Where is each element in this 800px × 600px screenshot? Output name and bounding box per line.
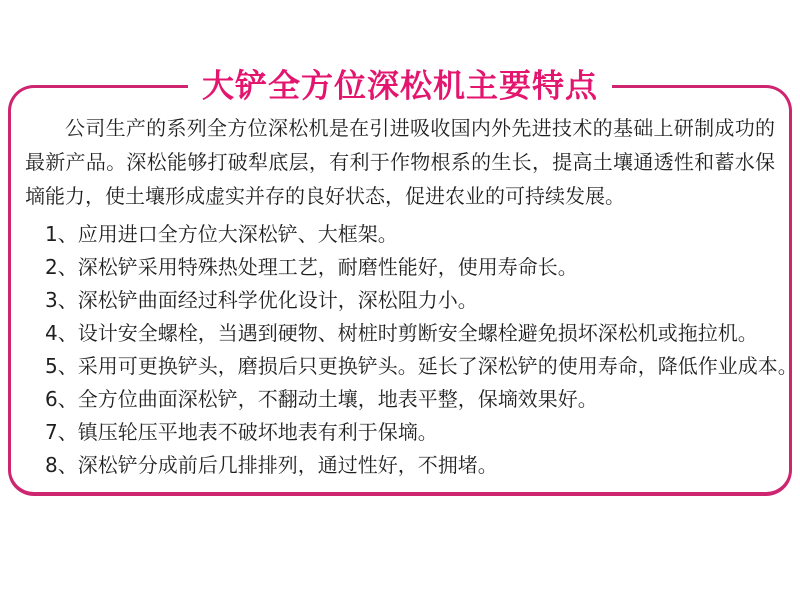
intro-paragraph: 公司生产的系列全方位深松机是在引进吸收国内外先进技术的基础上研制成功的最新产品。深松能够打破犁底层，有利于作物根系的生长，提高土壤通透性和蓄水保墑能力，使土壤形成虚实并存的良好状态，促进农业的可持续发展。 [25, 116, 775, 208]
feature-item: 7、镇压轮压平地表不破坏地表有利于保墑。 [45, 420, 438, 444]
feature-box [8, 66, 798, 496]
page-title: 大铲全方位深松机主要特点 [188, 68, 612, 105]
feature-item: 3、深松铲曲面经过科学优化设计，深松阻力小。 [45, 288, 478, 312]
feature-item: 2、深松铲采用特殊热处理工艺，耐磨性能好，使用寿命长。 [45, 255, 578, 279]
feature-item: 6、全方位曲面深松铲，不翻动土壤，地表平整，保墑效果好。 [45, 387, 598, 411]
feature-list [11, 218, 798, 482]
feature-item: 5、采用可更换铲头，磨损后只更换铲头。延长了深松铲的使用寿命，降低作业成本。 [45, 354, 798, 378]
feature-item: 4、设计安全螺栓，当遇到硬物、树桩时剪断安全螺栓避免损坏深松机或拖拉机。 [45, 321, 758, 345]
feature-item: 8、深松铲分成前后几排排列，通过性好，不拥堵。 [45, 453, 498, 477]
feature-item: 1、应用进口全方位大深松铲、大框架。 [45, 222, 398, 246]
